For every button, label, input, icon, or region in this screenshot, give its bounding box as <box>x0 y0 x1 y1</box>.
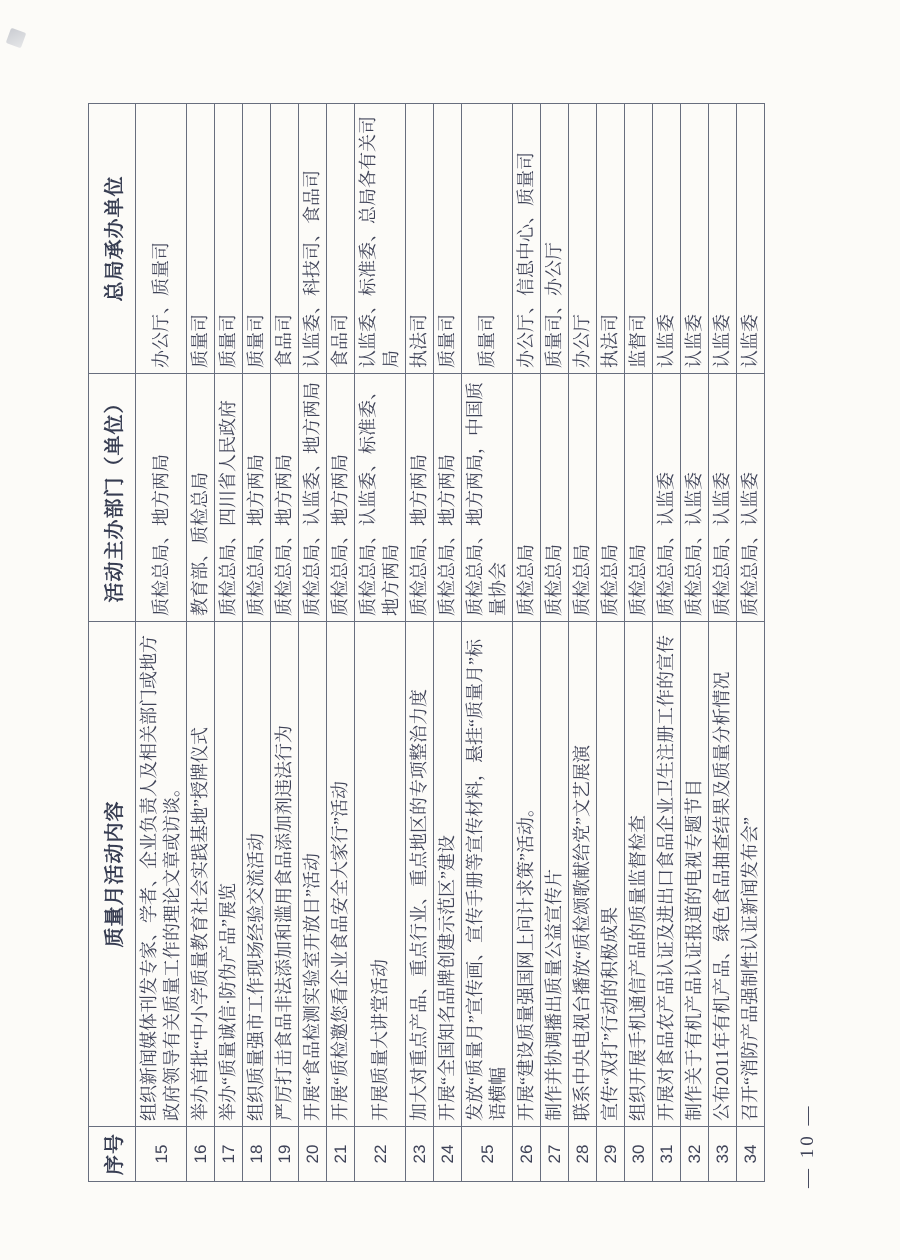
organizer-unit: 食品司 <box>271 104 299 374</box>
row-number: 26 <box>513 1127 541 1182</box>
host-department: 质检总局、地方两局 <box>136 374 187 622</box>
table-row <box>569 104 597 1182</box>
row-number: 24 <box>434 1127 462 1182</box>
table-row <box>187 104 215 1182</box>
host-department: 质检总局 <box>597 374 625 622</box>
table-row <box>462 104 513 1182</box>
activity-content: 召开“消防产品强制性认证新闻发布会” <box>737 622 765 1127</box>
activity-content: 制作并协调播出质量公益宣传片 <box>541 622 569 1127</box>
table-row <box>215 104 243 1182</box>
row-number: 31 <box>653 1127 681 1182</box>
host-department: 质检总局、认监委 <box>681 374 709 622</box>
table-row <box>681 104 709 1182</box>
host-department: 质检总局 <box>541 374 569 622</box>
activity-content: 制作关于有机产品认证报道的电视专题节目 <box>681 622 709 1127</box>
organizer-unit: 监督司 <box>625 104 653 374</box>
organizer-unit: 质量司、办公厅 <box>541 104 569 374</box>
table-row <box>406 104 434 1182</box>
row-number: 30 <box>625 1127 653 1182</box>
table-row <box>737 104 765 1182</box>
activity-content: 开展对食品农产品认证及进出口食品企业卫生注册工作的宣传 <box>653 622 681 1127</box>
host-department: 质检总局 <box>569 374 597 622</box>
organizer-unit: 办公厅 <box>569 104 597 374</box>
table-row <box>136 104 187 1182</box>
activity-content: 举办首批“中小学质量教育社会实践基地”授牌仪式 <box>187 622 215 1127</box>
row-number: 32 <box>681 1127 709 1182</box>
table-row <box>513 104 541 1182</box>
table-row <box>709 104 737 1182</box>
organizer-unit: 质量司 <box>215 104 243 374</box>
host-department: 质检总局 <box>513 374 541 622</box>
host-department: 质检总局、地方两局 <box>243 374 271 622</box>
row-number: 21 <box>327 1127 355 1182</box>
row-number: 17 <box>215 1127 243 1182</box>
table-row <box>299 104 327 1182</box>
host-department: 质检总局、地方两局 <box>434 374 462 622</box>
row-number: 33 <box>709 1127 737 1182</box>
table-row <box>271 104 299 1182</box>
activity-content: 举办“质量诚信·防伪产品”展览 <box>215 622 243 1127</box>
organizer-unit: 认监委 <box>737 104 765 374</box>
activity-content: 开展“食品检测实验室开放日”活动 <box>299 622 327 1127</box>
row-number: 27 <box>541 1127 569 1182</box>
table-header-row <box>89 104 136 1182</box>
activity-content: 宣传“双打”行动的积极成果 <box>597 622 625 1127</box>
host-department: 质检总局、认监委、地方两局 <box>299 374 327 622</box>
host-department: 质检总局 <box>625 374 653 622</box>
activity-content: 开展“全国知名品牌创建示范区”建设 <box>434 622 462 1127</box>
table-row <box>434 104 462 1182</box>
table-row <box>355 104 406 1182</box>
header-organizer-unit: 总局承办单位 <box>89 104 136 374</box>
organizer-unit: 认监委 <box>681 104 709 374</box>
host-department: 教育部、质检总局 <box>187 374 215 622</box>
organizer-unit: 质量司 <box>462 104 513 374</box>
activity-content: 开展“建设质量强国网上问计求策”活动。 <box>513 622 541 1127</box>
host-department: 质检总局、认监委 <box>709 374 737 622</box>
row-number: 15 <box>136 1127 187 1182</box>
organizer-unit: 执法司 <box>406 104 434 374</box>
activity-content: 严厉打击食品非法添加和滥用食品添加剂违法行为 <box>271 622 299 1127</box>
table-row <box>327 104 355 1182</box>
table-row <box>625 104 653 1182</box>
organizer-unit: 办公厅、质量司 <box>136 104 187 374</box>
organizer-unit: 质量司 <box>434 104 462 374</box>
row-number: 16 <box>187 1127 215 1182</box>
activity-content: 联系中央电视台播放“质检颂歌献给党”文艺展演 <box>569 622 597 1127</box>
host-department: 质检总局、认监委、标准委、地方两局 <box>355 374 406 622</box>
host-department: 质检总局、地方两局 <box>271 374 299 622</box>
activity-content: 发放“质量月”宣传画、宣传手册等宣传材料，悬挂“质量月”标语横幅 <box>462 622 513 1127</box>
organizer-unit: 质量司 <box>243 104 271 374</box>
organizer-unit: 办公厅、信息中心、质量司 <box>513 104 541 374</box>
row-number: 20 <box>299 1127 327 1182</box>
host-department: 质检总局、认监委 <box>737 374 765 622</box>
row-number: 22 <box>355 1127 406 1182</box>
host-department: 质检总局、地方两局 <box>327 374 355 622</box>
organizer-unit: 食品司 <box>327 104 355 374</box>
activity-content: 组织开展手机通信产品的质量监督检查 <box>625 622 653 1127</box>
row-number: 29 <box>597 1127 625 1182</box>
row-number: 25 <box>462 1127 513 1182</box>
header-serial-number: 序号 <box>89 1127 136 1182</box>
row-number: 19 <box>271 1127 299 1182</box>
row-number: 28 <box>569 1127 597 1182</box>
organizer-unit: 认监委、科技司、食品司 <box>299 104 327 374</box>
organizer-unit: 执法司 <box>597 104 625 374</box>
host-department: 质检总局、地方两局 <box>406 374 434 622</box>
table-row <box>541 104 569 1182</box>
activity-content: 组织质量强市工作现场经验交流活动 <box>243 622 271 1127</box>
quality-month-activities-table <box>88 103 765 1182</box>
row-number: 34 <box>737 1127 765 1182</box>
table-row <box>653 104 681 1182</box>
organizer-unit: 质量司 <box>187 104 215 374</box>
host-department: 质检总局、地方两局，中国质量协会 <box>462 374 513 622</box>
organizer-unit: 认监委、标准委、总局各有关司局 <box>355 104 406 374</box>
activity-content: 加大对重点产品、重点行业、重点地区的专项整治力度 <box>406 622 434 1127</box>
activity-content: 开展“质检邀您看企业食品安全大家行”活动 <box>327 622 355 1127</box>
activity-content: 开展质量大讲堂活动 <box>355 622 406 1127</box>
page-number: — 10 — <box>797 1103 818 1188</box>
table-body <box>136 104 765 1182</box>
table-row <box>597 104 625 1182</box>
header-activity-content: 质量月活动内容 <box>89 622 136 1127</box>
row-number: 23 <box>406 1127 434 1182</box>
activity-content: 公布2011年有机产品、绿色食品抽查结果及质量分析情况 <box>709 622 737 1127</box>
table-row <box>243 104 271 1182</box>
host-department: 质检总局、四川省人民政府 <box>215 374 243 622</box>
activity-content: 组织新闻媒体刊发专家、学者、企业负责人及相关部门或地方政府领导有关质量工作的理论文章或访谈。 <box>136 622 187 1127</box>
header-host-department: 活动主办部门（单位） <box>89 374 136 622</box>
host-department: 质检总局、认监委 <box>653 374 681 622</box>
organizer-unit: 认监委 <box>709 104 737 374</box>
organizer-unit: 认监委 <box>653 104 681 374</box>
row-number: 18 <box>243 1127 271 1182</box>
